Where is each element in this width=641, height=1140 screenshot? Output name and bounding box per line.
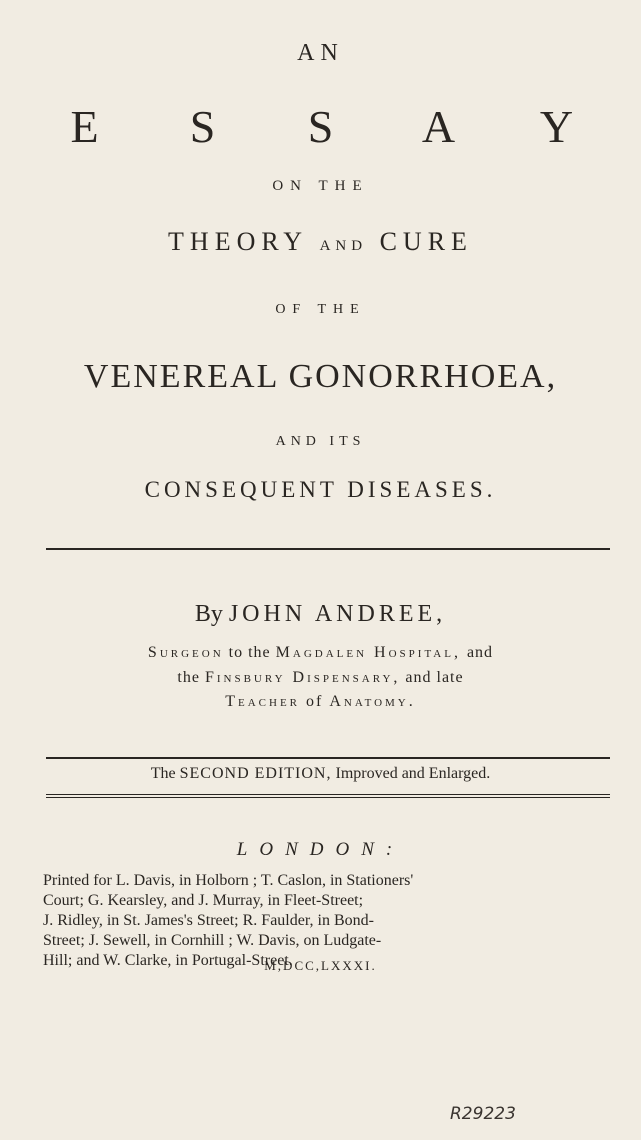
divider-rule <box>46 794 610 795</box>
essay-letter: Y <box>539 101 574 152</box>
divider-rule <box>46 757 610 759</box>
title-and: AND <box>319 238 368 254</box>
edition-number: SECOND EDITION, <box>179 765 332 782</box>
title-cure: CURE <box>379 227 473 256</box>
shelfmark: R29223 <box>450 1104 516 1124</box>
author-by: By <box>194 601 223 627</box>
imprint-line: J. Ridley, in St. James's Street; R. Faulder, in Bond- <box>43 912 374 929</box>
title-theory: THEORY <box>168 227 308 256</box>
essay-letter: S <box>189 101 216 152</box>
imprint-line: Court; G. Kearsley, and J. Murray, in Fleet-Street; <box>43 892 364 909</box>
title-consequent: CONSEQUENT DISEASES. <box>144 477 497 502</box>
essay-letter: E <box>70 101 99 152</box>
title-and-its: AND ITS <box>275 434 366 449</box>
author-title-line-2 <box>0 669 641 687</box>
author-connector: and <box>466 644 494 661</box>
title-venereal: VENEREAL GONORRHOEA, <box>83 358 558 395</box>
imprint-text <box>43 871 623 971</box>
author-connector: the <box>177 669 200 686</box>
imprint-date: M,DCC,LXXXI. <box>264 958 377 973</box>
edition-note: Improved and Enlarged. <box>335 765 491 782</box>
author-role: Surgeon <box>147 644 224 661</box>
title-an: AN <box>297 40 344 66</box>
author-connector: and late <box>405 669 464 686</box>
imprint-line: Street; J. Sewell, in Cornhill ; W. Davis, on Ludgate- <box>43 932 382 949</box>
author-institution: Finsbury Dispensary, <box>204 669 401 686</box>
author-name: JOHN ANDREE, <box>228 601 447 627</box>
author-subject: Anatomy. <box>329 693 416 710</box>
imprint-place: LONDON: <box>236 839 405 860</box>
author-connector: to the <box>228 644 271 661</box>
title-theory-and-cure <box>0 227 641 257</box>
edition-prefix: The <box>150 765 176 782</box>
essay-letter: S <box>307 101 334 152</box>
imprint-line: Hill; and W. Clarke, in Portugal-Street. <box>43 952 293 969</box>
author-institution: Magdalen Hospital, <box>275 644 461 661</box>
author-line <box>0 601 641 628</box>
author-role: Teacher <box>225 693 301 710</box>
title-of-the: OF THE <box>275 302 366 317</box>
essay-letter: A <box>421 101 456 152</box>
author-title-line-3 <box>0 693 641 711</box>
title-essay <box>0 100 641 153</box>
divider-rule <box>46 797 610 798</box>
author-title-line-1 <box>0 644 641 662</box>
title-on-the: ON THE <box>272 178 369 194</box>
imprint-line: Printed for L. Davis, in Holborn ; T. Caslon, in Stationers' <box>43 872 414 889</box>
author-connector: of <box>306 693 324 710</box>
edition-line <box>0 765 641 783</box>
divider-rule <box>46 548 610 550</box>
